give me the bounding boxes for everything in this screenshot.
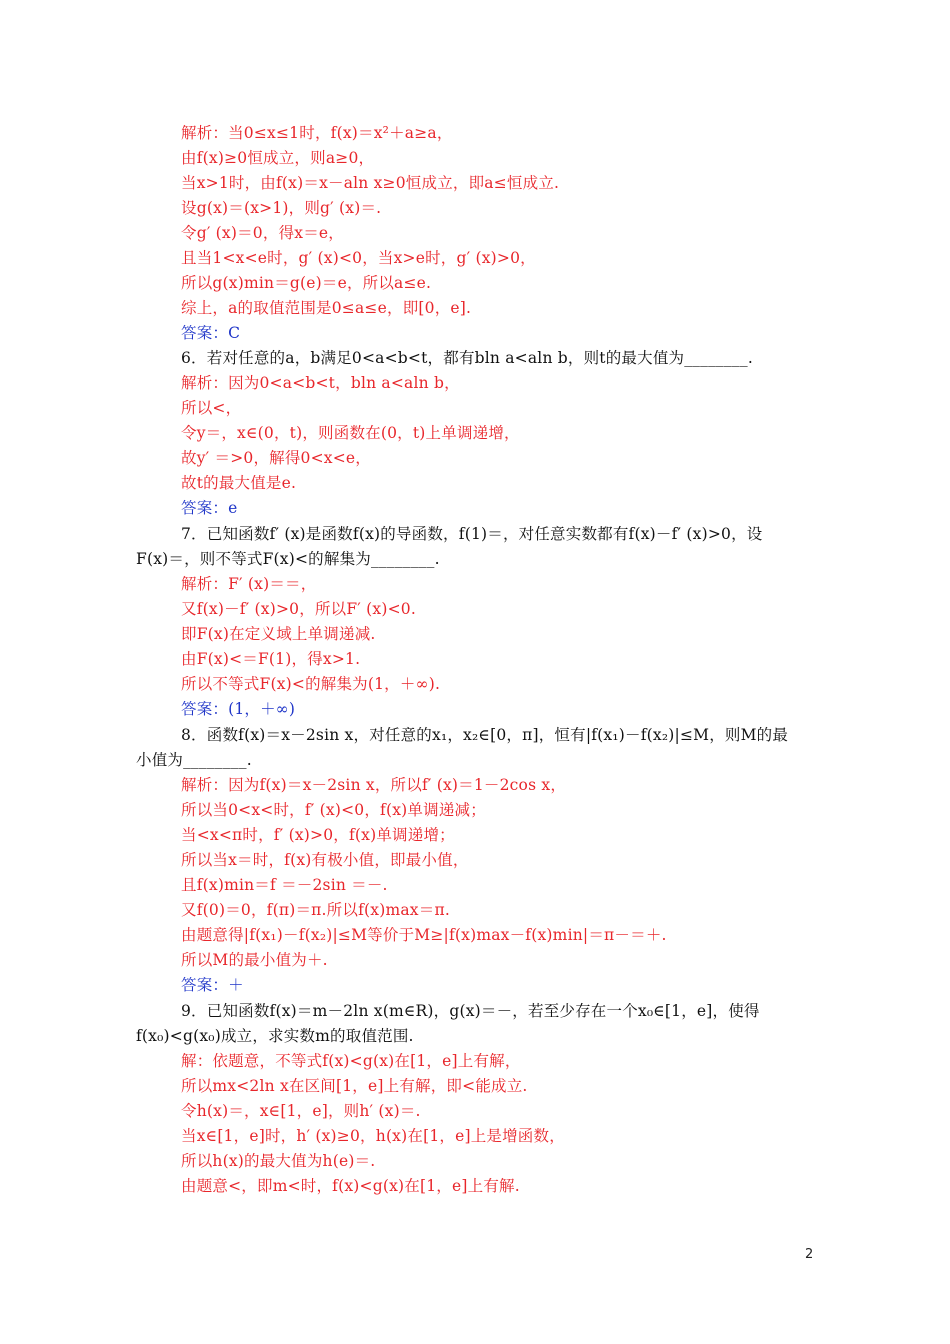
solution-line: 由题意<，即m<时，f(x)<g(x)在[1，e]上有解. — [181, 1177, 520, 1195]
solution-line: 当x>1时，由f(x)＝x－aln x≥0恒成立，即a≤恒成立. — [181, 174, 560, 192]
solution-line: 所以M的最小值为＋. — [181, 951, 328, 969]
question-line: f(x₀)<g(x₀)成立，求实数m的取值范围. — [136, 1027, 414, 1045]
solution-line: 所以不等式F(x)<的解集为(1，＋∞). — [181, 675, 441, 693]
question-line: F(x)＝，则不等式F(x)<的解集为________. — [136, 550, 440, 568]
solution-line: 由F(x)<＝F(1)，得x>1. — [181, 650, 361, 668]
solution-line: 令h(x)＝，x∈[1，e]，则h′ (x)＝. — [181, 1102, 421, 1120]
solution-line: 又f(x)－f′ (x)>0，所以F′ (x)<0. — [181, 600, 416, 618]
solution-line: 解析：因为0<a<b<t，bln a<aln b， — [181, 374, 460, 392]
solution-line: 所以mx<2ln x在区间[1，e]上有解，即<能成立. — [181, 1077, 528, 1095]
solution-line: 综上，a的取值范围是0≤a≤e，即[0，e]. — [181, 299, 472, 317]
answer-line: 答案：＋ — [181, 976, 244, 994]
answer-line: 答案：(1，＋∞) — [181, 700, 296, 718]
solution-line: 解析：当0≤x≤1时，f(x)＝x²＋a≥a， — [181, 124, 453, 142]
solution-line: 设g(x)＝(x>1)，则g′ (x)＝. — [181, 199, 382, 217]
solution-line: 且当1<x<e时，g′ (x)<0，当x>e时，g′ (x)>0， — [181, 249, 536, 267]
question-line: 6．若对任意的a，b满足0<a<b<t，都有bln a<aln b，则t的最大值为________. — [181, 349, 753, 367]
solution-line: 所以<， — [181, 399, 242, 417]
solution-line: 所以当x＝时，f(x)有极小值，即最小值， — [181, 851, 469, 869]
solution-line: 所以当0<x<时，f′ (x)<0，f(x)单调递减； — [181, 801, 486, 819]
solution-line: 令y＝，x∈(0，t)，则函数在(0，t)上单调递增， — [181, 424, 520, 442]
solution-line: 令g′ (x)＝0，得x＝e， — [181, 224, 344, 242]
solution-line: 所以g(x)min＝g(e)＝e，所以a≤e. — [181, 274, 432, 292]
question-line: 小值为________. — [136, 751, 252, 769]
answer-line: 答案：e — [181, 499, 238, 517]
solution-line: 故t的最大值是e. — [181, 474, 297, 492]
question-line: 9．已知函数f(x)＝m－2ln x(m∈R)，g(x)＝－，若至少存在一个x₀∈[1，e]，使得 — [181, 1002, 760, 1020]
solution-line: 解析：F′ (x)＝＝， — [181, 575, 317, 593]
solution-line: 由题意得|f(x₁)－f(x₂)|≤M等价于M≥|f(x)max－f(x)min|＝π－＝＋. — [181, 926, 667, 944]
solution-line: 且f(x)min＝f ＝－2sin ＝－. — [181, 876, 388, 894]
answer-line: 答案：C — [181, 324, 241, 342]
solution-line: 所以h(x)的最大值为h(e)＝. — [181, 1152, 376, 1170]
solution-line: 即F(x)在定义域上单调递减. — [181, 625, 376, 643]
solution-line: 当<x<π时，f′ (x)>0，f(x)单调递增； — [181, 826, 455, 844]
solution-line: 又f(0)＝0，f(π)＝π.所以f(x)max＝π. — [181, 901, 450, 919]
solution-line: 解析：因为f(x)＝x－2sin x，所以f′ (x)＝1－2cos x， — [181, 776, 567, 794]
question-line: 7．已知函数f′ (x)是函数f(x)的导函数，f(1)＝，对任意实数都有f(x)－f′ (x)>0，设 — [181, 525, 763, 543]
solution-line: 由f(x)≥0恒成立，则a≥0， — [181, 149, 375, 167]
question-line: 8．函数f(x)＝x－2sin x，对任意的x₁，x₂∈[0，π]，恒有|f(x₁)－f(x₂)|≤M，则M的最 — [181, 726, 789, 744]
solution-line: 当x∈[1，e]时，h′ (x)≥0，h(x)在[1，e]上是增函数， — [181, 1127, 565, 1145]
solution-line: 解：依题意，不等式f(x)<g(x)在[1，e]上有解， — [181, 1052, 521, 1070]
page-number: 2 — [805, 1247, 814, 1262]
solution-line: 故y′ ＝>0，解得0<x<e， — [181, 449, 372, 467]
